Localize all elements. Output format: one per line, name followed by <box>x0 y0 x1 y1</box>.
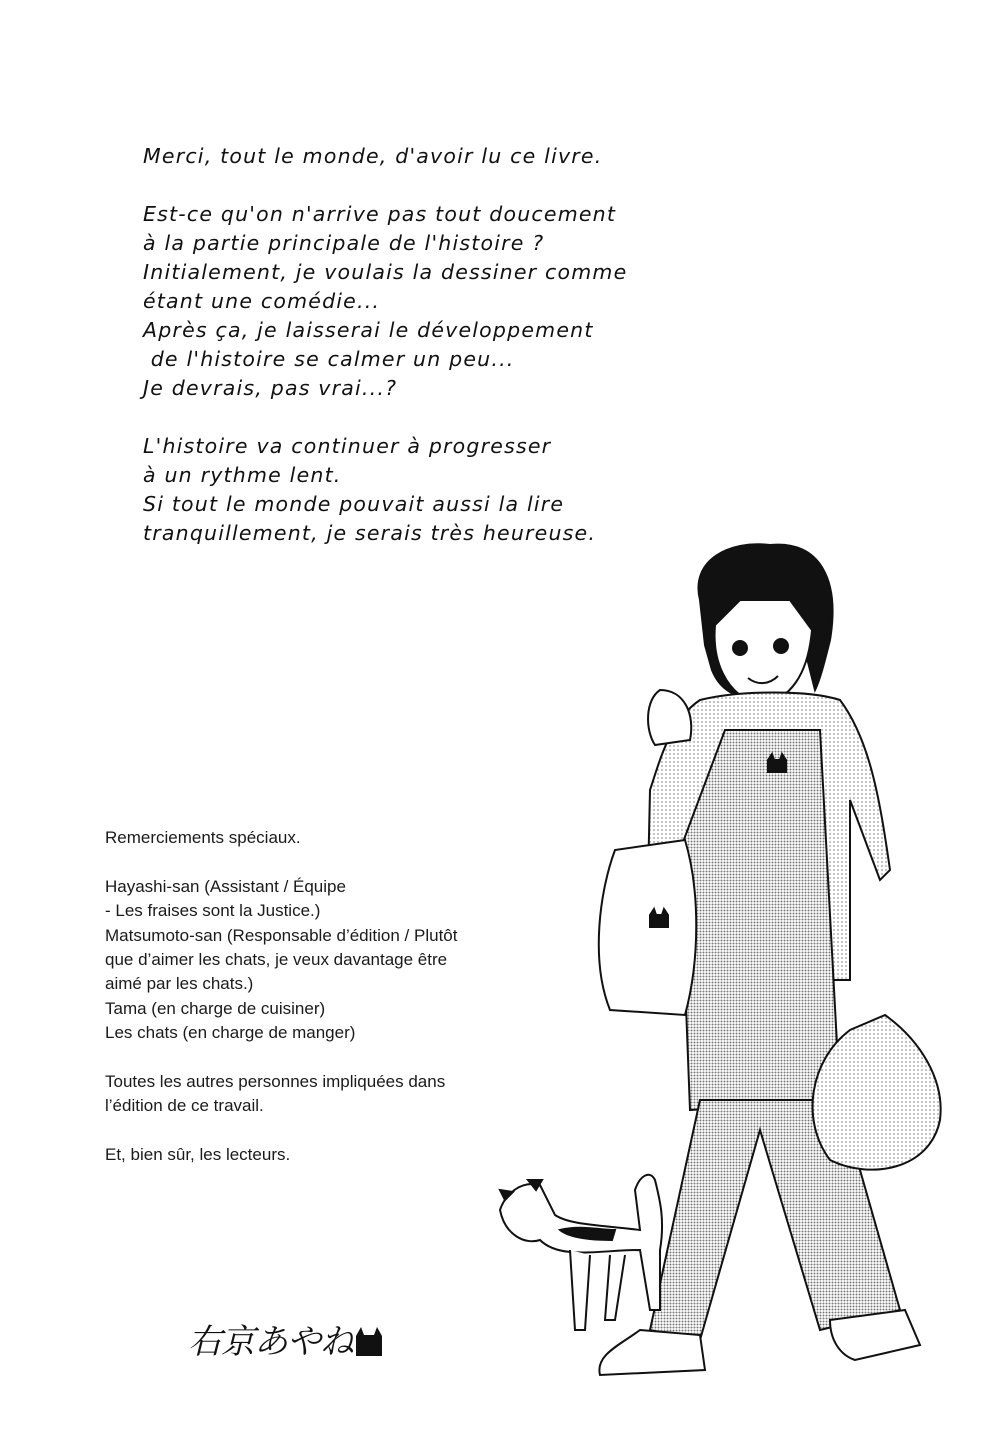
credits-line: Et, bien sûr, les lecteurs. <box>105 1145 291 1165</box>
afterword-line: à la partie principale de l'histoire ? <box>143 231 545 255</box>
afterword-line: Merci, tout le monde, d'avoir lu ce livre. <box>143 144 603 168</box>
apron <box>680 730 840 1110</box>
credits-line: que d’aimer les chats, je veux davantage être <box>105 949 448 969</box>
credits-line: - Les fraises sont la Justice.) <box>105 901 321 921</box>
afterword-line: étant une comédie... <box>143 289 381 313</box>
shoe-left <box>599 1330 705 1375</box>
credits-line: aimé par les chats.) <box>105 974 254 994</box>
afterword-line: Je devrais, pas vrai...? <box>143 376 398 400</box>
afterword-line: Initialement, je voulais la dessiner comme <box>143 260 628 284</box>
black-cat-icon <box>352 1324 386 1358</box>
credits-line: Toutes les autres personnes impliquées dans <box>105 1071 446 1091</box>
shoe-right <box>830 1310 920 1360</box>
credits-line: Tama (en charge de cuisiner) <box>105 998 326 1018</box>
afterword-line: Après ça, je laisserai le développement <box>143 318 594 342</box>
afterword-line: tranquillement, je serais très heureuse. <box>143 521 597 545</box>
afterword-line: de l'histoire se calmer un peu... <box>143 347 515 371</box>
credits-line: Hayashi-san (Assistant / Équipe <box>105 876 346 896</box>
author-signature: 右京あやね <box>188 1322 353 1362</box>
credits-line: Remerciements spéciaux. <box>105 828 301 847</box>
cat <box>500 1175 662 1330</box>
afterword-line: à un rythme lent. <box>143 463 342 487</box>
afterword-line: Si tout le monde pouvait aussi la lire <box>143 492 565 516</box>
credits-line: l’édition de ce travail. <box>105 1096 264 1116</box>
afterword-line: L'histoire va continuer à progresser <box>143 434 552 458</box>
credits-line: Les chats (en charge de manger) <box>105 1023 356 1043</box>
shopping-bag-left <box>599 840 696 1015</box>
credits-line: Matsumoto-san (Responsable d’édition / Plutôt <box>105 925 458 945</box>
afterword-line: Est-ce qu'on n'arrive pas tout doucement <box>143 202 617 226</box>
